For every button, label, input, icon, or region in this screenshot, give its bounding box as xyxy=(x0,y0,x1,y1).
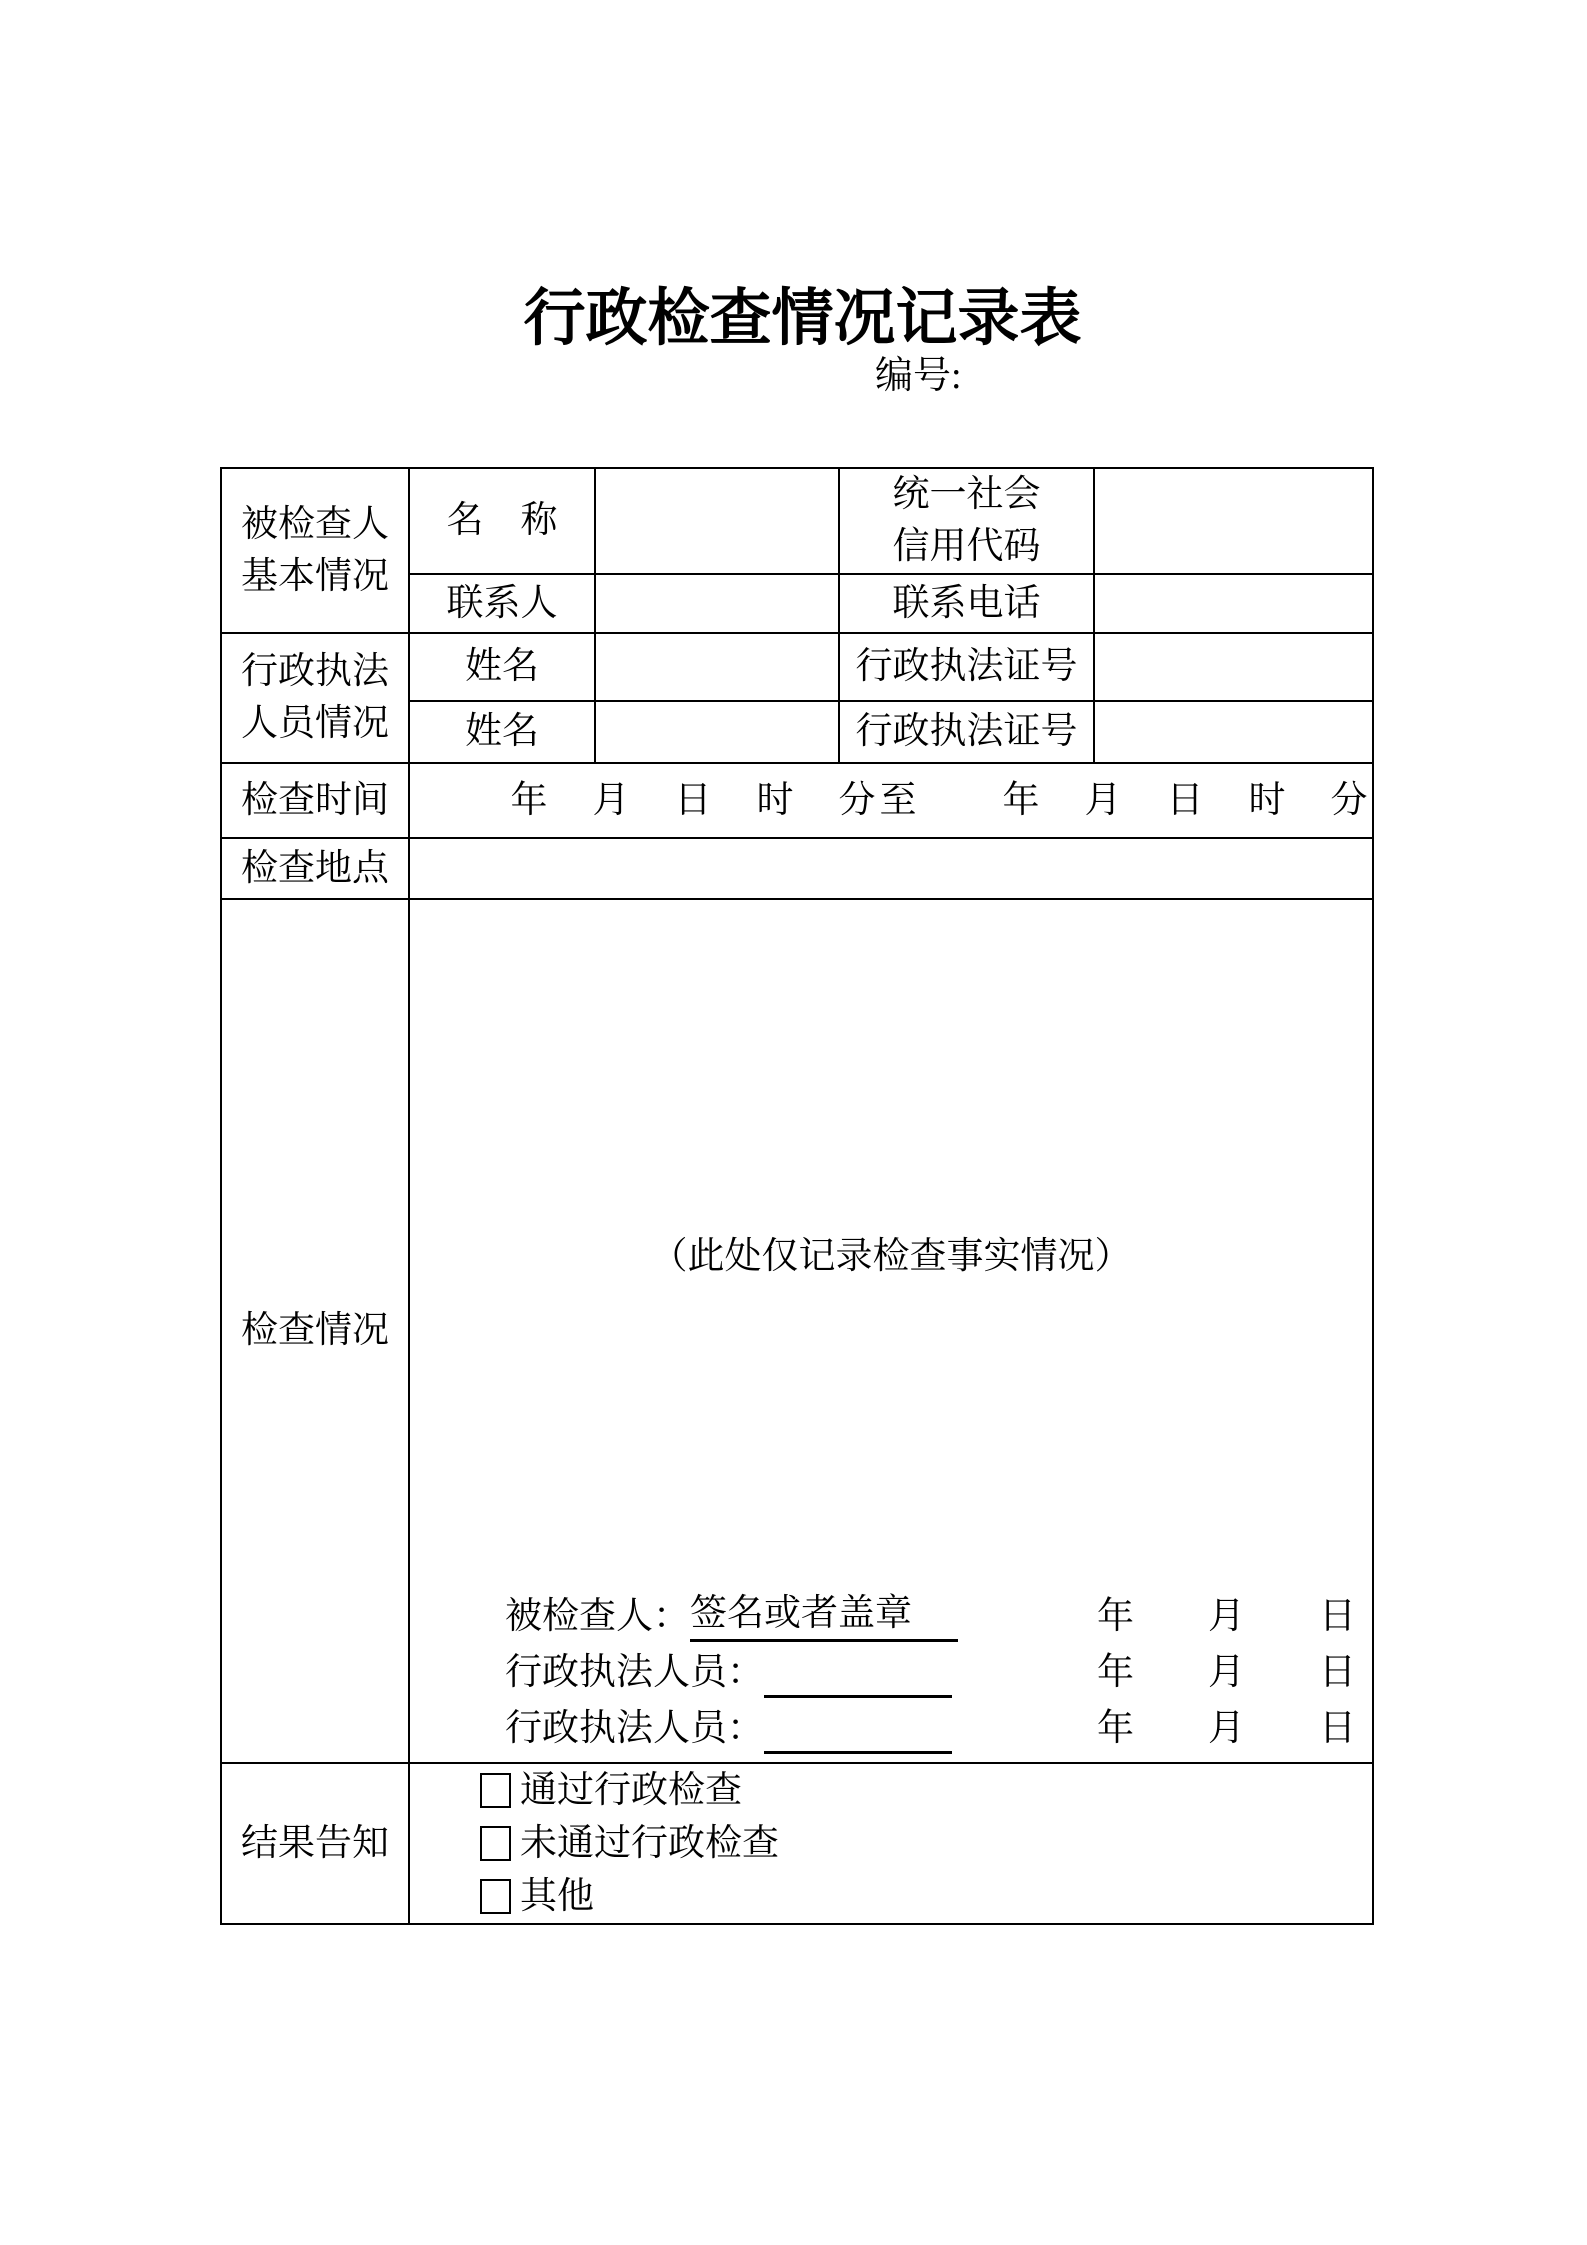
result-option-fail xyxy=(480,1817,1372,1870)
row-inspection-situation xyxy=(221,899,1373,1763)
inspection-situation-cell[interactable] xyxy=(409,899,1373,1763)
name-value-cell[interactable] xyxy=(595,468,839,574)
section-label-inspected-party xyxy=(221,468,409,633)
result-option-label: 未通过行政检查 xyxy=(520,1822,779,1864)
section-label-line: 行政执法 xyxy=(241,651,389,692)
result-option-label: 通过行政检查 xyxy=(520,1769,742,1811)
enforcer-name-value-cell[interactable] xyxy=(595,701,839,763)
credit-code-label-line: 统一社会 xyxy=(892,474,1041,515)
credit-code-label xyxy=(839,468,1094,574)
enforcer-cert-label: 行政执法证号 xyxy=(839,633,1094,701)
inspection-place-value-cell[interactable] xyxy=(409,838,1373,899)
signature-prefix: 行政执法人员： xyxy=(505,1652,764,1693)
enforcer-cert-value-cell[interactable] xyxy=(1094,633,1373,701)
signature-row-enforcer-2 xyxy=(505,1698,1356,1754)
signature-row-inspected-party xyxy=(505,1586,1356,1642)
serial-number-label: 编号: xyxy=(875,355,962,397)
enforcer-cert-label: 行政执法证号 xyxy=(839,701,1094,763)
signature-line-enforcer[interactable] xyxy=(764,1751,952,1754)
facts-only-note: （此处仅记录检查事实情况） xyxy=(650,1236,1132,1277)
checkbox-icon[interactable] xyxy=(480,1879,511,1914)
result-option-label: 其他 xyxy=(520,1875,594,1917)
section-label-enforcement-staff xyxy=(221,633,409,763)
signature-prefix: 被检查人： xyxy=(505,1596,690,1637)
checkbox-icon[interactable] xyxy=(480,1826,511,1861)
result-option-other xyxy=(480,1870,1372,1923)
row-inspection-time xyxy=(221,763,1373,838)
checkbox-icon[interactable] xyxy=(480,1773,511,1808)
signature-date: 年 月 日 xyxy=(1097,1652,1356,1693)
row-result-notice xyxy=(221,1763,1373,1924)
page-title: 行政检查情况记录表 xyxy=(523,285,1082,353)
credit-code-value-cell[interactable] xyxy=(1094,468,1373,574)
name-label: 名 称 xyxy=(409,468,595,574)
signature-prefix: 行政执法人员： xyxy=(505,1708,764,1749)
enforcer-cert-value-cell[interactable] xyxy=(1094,701,1373,763)
row-inspected-name xyxy=(221,468,1373,574)
contact-value-cell[interactable] xyxy=(595,574,839,633)
inspection-form-table xyxy=(220,467,1374,1925)
inspection-situation-label: 检查情况 xyxy=(221,899,409,1763)
enforcer-name-value-cell[interactable] xyxy=(595,633,839,701)
signature-date: 年 月 日 xyxy=(1097,1708,1356,1749)
signature-line-enforcer[interactable] xyxy=(764,1695,952,1698)
inspection-time-value-cell[interactable]: 年 月 日 时 分至 年 月 日 时 分 xyxy=(409,763,1373,838)
inspection-situation-content xyxy=(410,900,1372,1758)
phone-label: 联系电话 xyxy=(839,574,1094,633)
signature-block xyxy=(410,1586,1372,1758)
result-options-cell xyxy=(409,1763,1373,1924)
enforcer-name-label: 姓名 xyxy=(409,633,595,701)
inspection-time-label: 检查时间 xyxy=(221,763,409,838)
section-label-line: 被检查人 xyxy=(241,503,389,545)
credit-code-label-line: 信用代码 xyxy=(892,526,1041,567)
inspection-place-label: 检查地点 xyxy=(221,838,409,899)
signature-row-enforcer-1 xyxy=(505,1642,1356,1698)
section-label-line: 基本情况 xyxy=(241,555,389,597)
phone-value-cell[interactable] xyxy=(1094,574,1373,633)
signature-line-inspected[interactable]: 签名或者盖章 xyxy=(690,1589,958,1642)
row-inspection-place xyxy=(221,838,1373,899)
result-notice-label: 结果告知 xyxy=(221,1763,409,1924)
signature-date: 年 月 日 xyxy=(1097,1596,1356,1637)
enforcer-name-label: 姓名 xyxy=(409,701,595,763)
row-enforcer-1 xyxy=(221,633,1373,701)
section-label-line: 人员情况 xyxy=(241,703,389,744)
result-option-pass xyxy=(480,1764,1372,1817)
contact-label: 联系人 xyxy=(409,574,595,633)
